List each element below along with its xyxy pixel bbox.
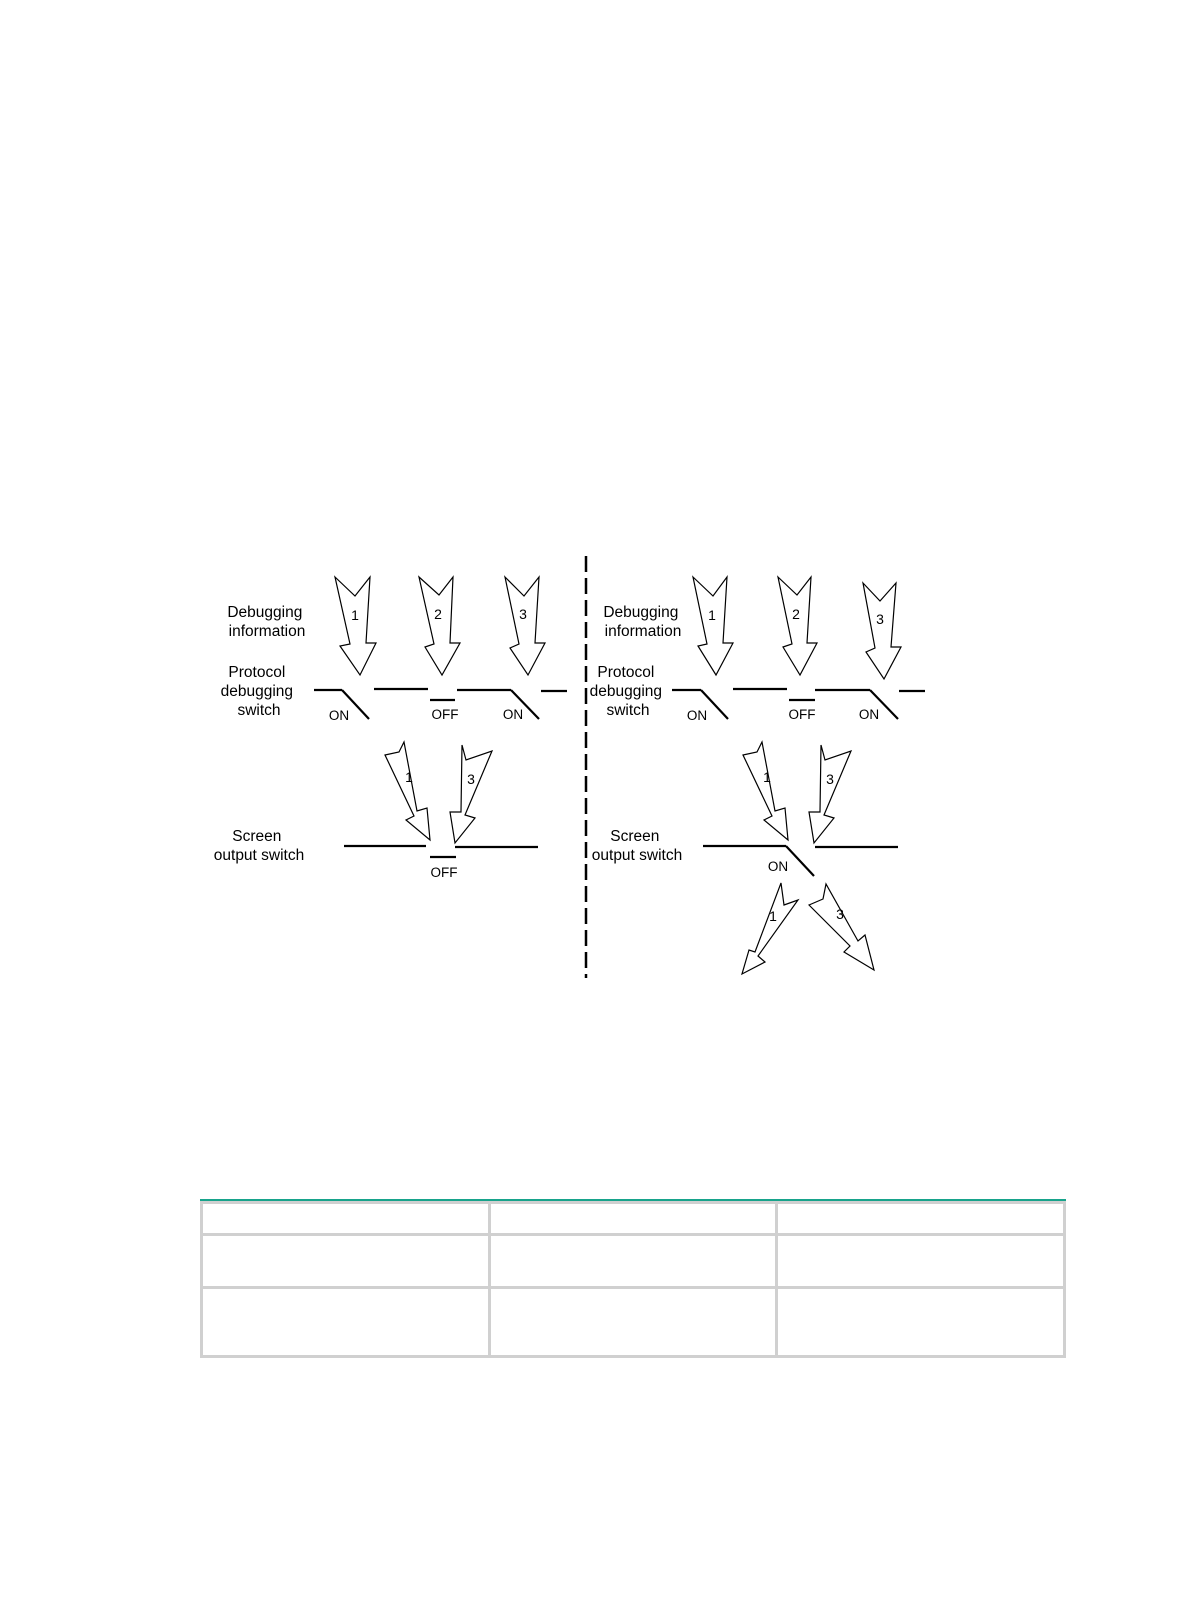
right-output-arrow-3 [809, 884, 874, 970]
right-passed-arrow-3 [809, 745, 851, 843]
table-cell [777, 1235, 1065, 1288]
svg-text:OFF: OFF [788, 707, 816, 722]
svg-text:ON: ON [767, 859, 789, 874]
table-cell [489, 1288, 777, 1357]
left-passed-arrow-3 [450, 745, 492, 843]
left-protocol-switch-3 [457, 690, 567, 722]
right-protocol-switch-label: Protocol debugging switch [589, 664, 663, 719]
parameter-table [200, 1201, 1066, 1358]
svg-text:1: 1 [763, 769, 771, 785]
table-cell [202, 1288, 490, 1357]
svg-text:OFF: OFF [431, 707, 459, 722]
svg-text:1: 1 [769, 908, 777, 924]
right-output-arrow-1 [742, 883, 798, 974]
svg-text:3: 3 [836, 906, 844, 922]
left-protocol-switch-label: Protocol debugging switch [220, 664, 294, 719]
right-passed-arrow-1 [743, 742, 788, 840]
left-debug-info-label: Debugging information [227, 604, 306, 640]
table-row [202, 1288, 1065, 1357]
table-cell [489, 1235, 777, 1288]
right-input-arrow-2 [778, 577, 817, 675]
table-cell [202, 1235, 490, 1288]
svg-text:3: 3 [467, 771, 475, 787]
left-input-arrow-3 [505, 577, 545, 675]
right-panel [590, 577, 925, 974]
left-input-arrow-2 [419, 577, 460, 675]
table-cell [777, 1203, 1065, 1235]
svg-text:ON: ON [858, 707, 880, 722]
svg-text:1: 1 [708, 607, 716, 623]
right-protocol-switch-1 [672, 690, 728, 723]
right-debug-info-label: Debugging information [603, 604, 682, 640]
left-protocol-switch-2 [374, 689, 459, 722]
svg-text:ON: ON [502, 707, 524, 722]
table-header-row [202, 1203, 1065, 1235]
svg-text:ON: ON [328, 708, 350, 723]
left-screen-switch-label: Screen output switch [213, 828, 305, 864]
svg-text:OFF: OFF [430, 865, 458, 880]
left-input-arrow-1 [335, 577, 376, 675]
svg-text:3: 3 [826, 771, 834, 787]
left-protocol-switch-1 [314, 690, 369, 723]
right-protocol-switch-3 [815, 690, 925, 722]
table-cell [777, 1288, 1065, 1357]
right-screen-switch-label: Screen output switch [591, 828, 683, 864]
right-protocol-switch-2 [733, 689, 816, 722]
svg-text:ON: ON [686, 708, 708, 723]
table-row [202, 1235, 1065, 1288]
svg-text:2: 2 [792, 606, 800, 622]
table-cell [489, 1203, 777, 1235]
svg-text:2: 2 [434, 606, 442, 622]
svg-text:1: 1 [351, 607, 359, 623]
svg-text:3: 3 [519, 606, 527, 622]
right-input-arrow-3 [863, 583, 901, 679]
left-panel [214, 577, 567, 880]
svg-text:3: 3 [876, 611, 884, 627]
right-screen-switch [703, 846, 898, 876]
table-cell [202, 1203, 490, 1235]
left-passed-arrow-1 [385, 742, 430, 840]
svg-text:1: 1 [405, 769, 413, 785]
right-input-arrow-1 [693, 577, 733, 675]
left-screen-switch [344, 846, 538, 880]
